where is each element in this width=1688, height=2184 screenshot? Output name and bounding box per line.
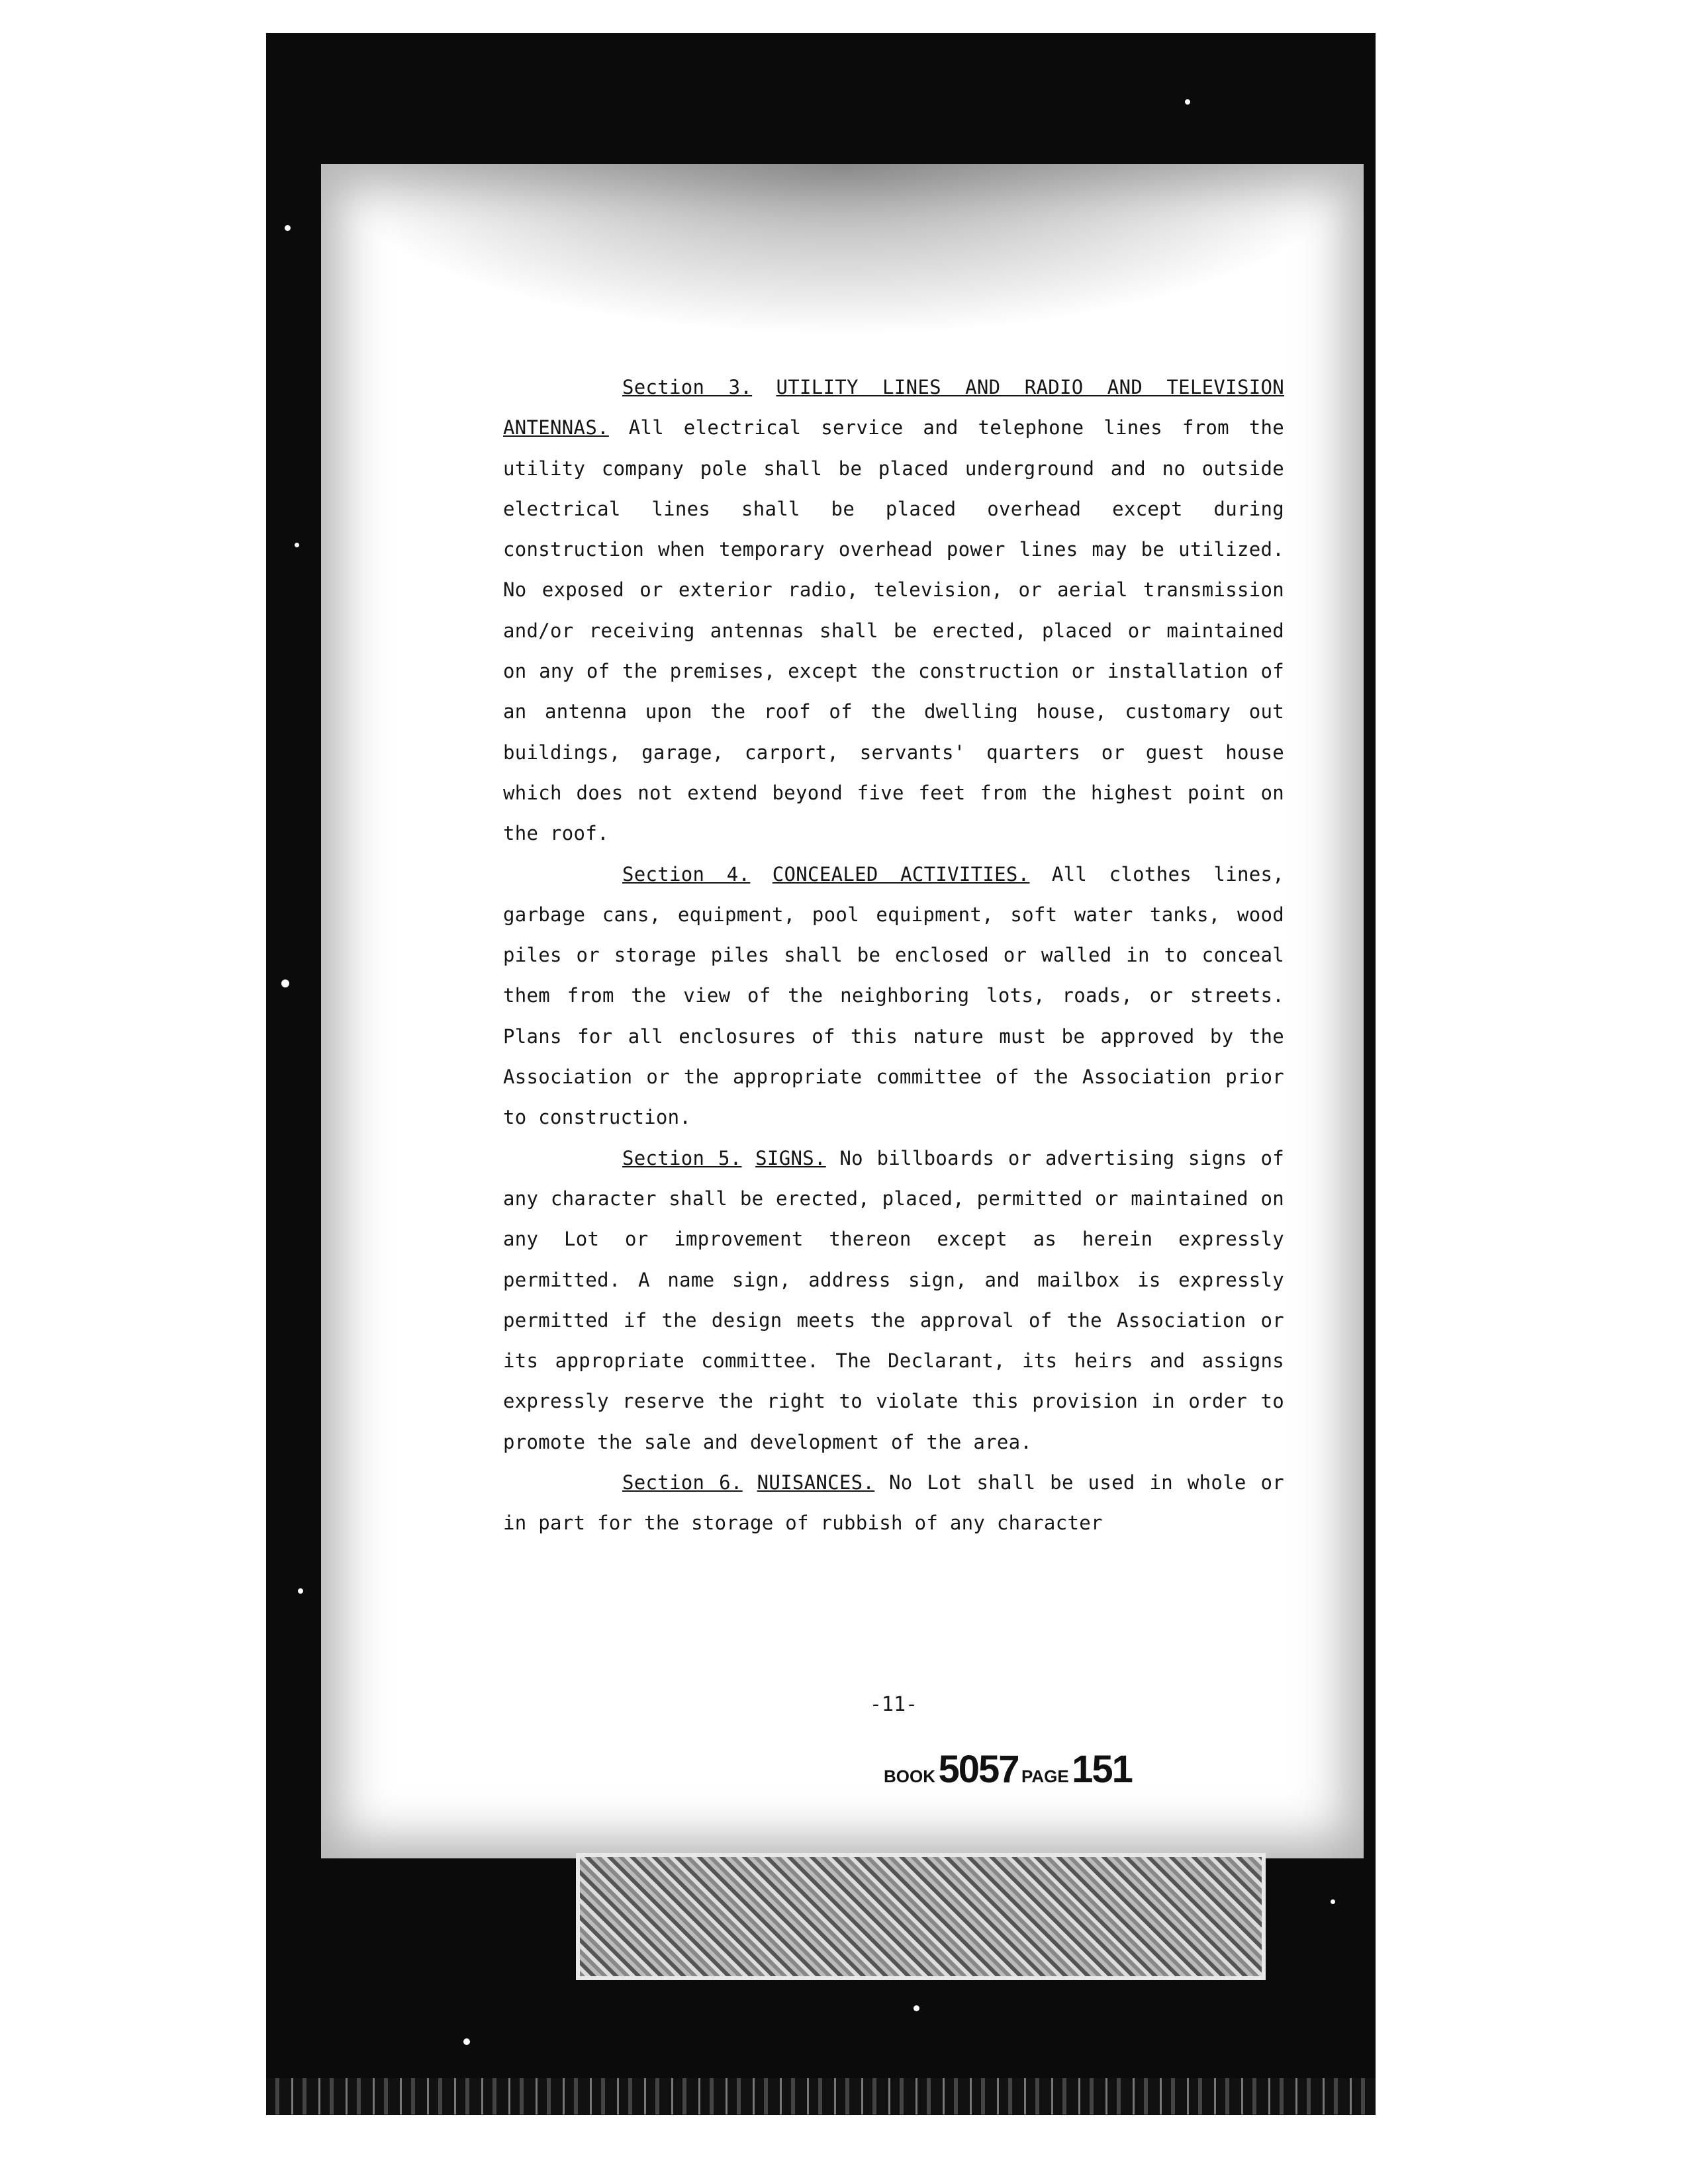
scan-lower-strip [576, 1853, 1266, 1980]
section-4-body: All clothes lines, garbage cans, equipment, pool equipment, soft water tanks, wood piles or storage piles shall be enclosed or walled in to conceal them from the view of the neighboring lots, roads, or streets. Plans for all enclosures of this nature must be approved by the Association or the appropriate committee of the Association prior to construction. [503, 862, 1284, 1129]
section-4-title: Section 4. [622, 862, 751, 886]
book-page-stamp [884, 1747, 1132, 1792]
section-5-paragraph [503, 1138, 1284, 1463]
section-4-paragraph [503, 854, 1284, 1138]
scan-speck [281, 979, 289, 987]
page-number: -11- [869, 1693, 918, 1716]
page-label: PAGE [1021, 1766, 1069, 1786]
section-3-heading: UTILITY LINES AND RADIO AND TELEVISION ANTENNAS. [503, 376, 1284, 439]
book-label: BOOK [884, 1766, 935, 1786]
book-number: 5057 [938, 1748, 1019, 1791]
scan-speck [295, 543, 299, 547]
scan-speck [1331, 1899, 1335, 1904]
page-ref: 151 [1072, 1748, 1132, 1791]
section-6-body: No Lot shall be used in whole or in part for the storage of rubbish of any character [503, 1471, 1284, 1535]
section-5-body: No billboards or advertising signs of any character shall be erected, placed, permitted or maintained on any Lot or improvement thereon except as herein expressly permitted. A name sign, address sign, and mailbox is expressly permitted if the design meets the approval of the Association or its appropriate committee. The Declarant, its heirs and assigns expressly reserve the right to violate this provision in order to promote the sale and development of the area. [503, 1146, 1284, 1453]
section-5-title: Section 5. [622, 1146, 742, 1169]
scan-speck [285, 225, 291, 231]
scan-speck [1185, 99, 1190, 105]
section-6-title: Section 6. [622, 1471, 743, 1494]
section-3-title: Section 3. [622, 376, 753, 398]
scan-speck [463, 2038, 470, 2045]
section-3-paragraph [503, 367, 1284, 854]
document-body [503, 367, 1284, 1544]
section-6-paragraph [503, 1463, 1284, 1544]
section-5-heading: SIGNS. [755, 1146, 826, 1169]
section-6-heading: NUISANCES. [757, 1471, 875, 1494]
scan-speck [298, 1588, 303, 1594]
scan-speck [914, 2005, 919, 2011]
section-4-heading: CONCEALED ACTIVITIES. [772, 862, 1030, 886]
section-3-body: All electrical service and telephone lines from the utility company pole shall be placed underground and no outside electrical lines shall be placed overhead except during construction when temporary overhead power lines may be utilized. No exposed or exterior radio, television, or aerial transmission and/or receiving antennas shall be erected, placed or maintained on any of the premises, except the construction or installation of an antenna upon the roof of the dwelling house, customary out buildings, garage, carport, servants' quarters or guest house which does not extend beyond five feet from the highest point on the roof. [503, 416, 1284, 845]
scan-bottom-band [266, 2078, 1376, 2115]
